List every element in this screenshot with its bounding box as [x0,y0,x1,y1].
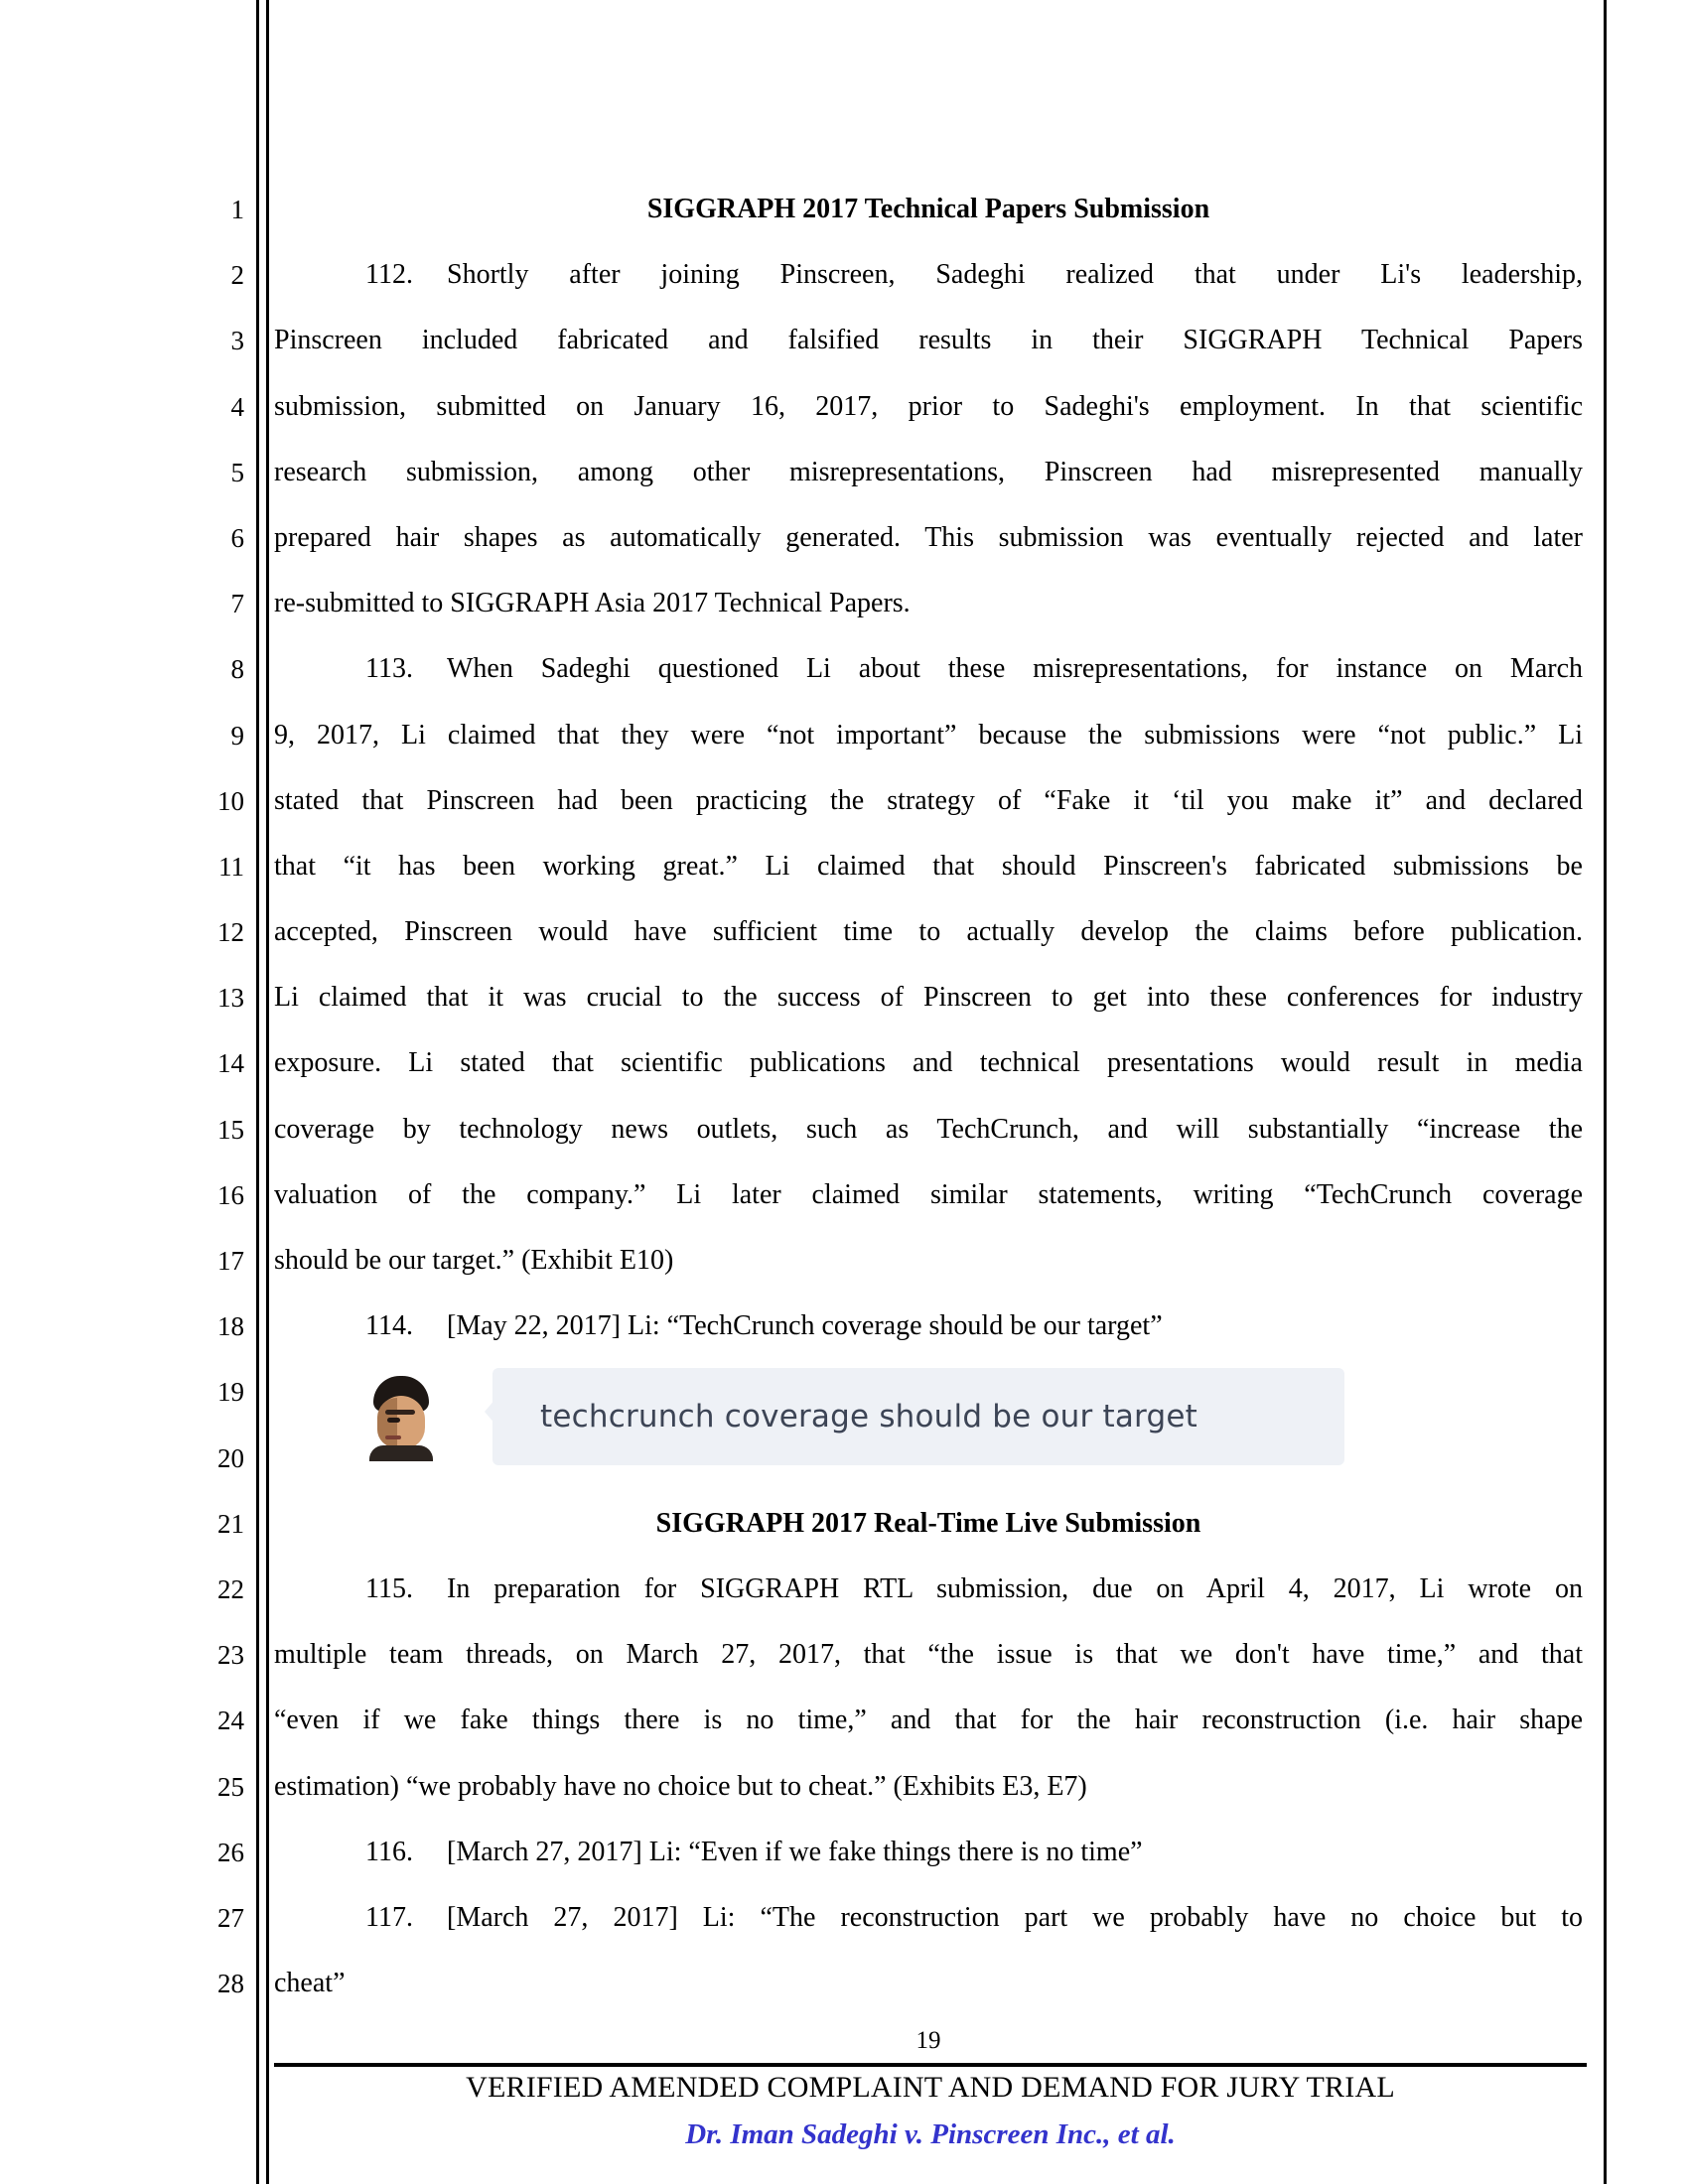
paragraph-113-line-3: stated that Pinscreen had been practicing the strategy of “Fake it ‘til you make it” and declared [274,784,1583,816]
line-number: 23 [217,1640,244,1671]
paragraph-115-line-1 [274,1557,1583,1622]
paragraph-113-text-1: When Sadeghi questioned Li about these misrepresentations, for instance on March [447,653,1583,685]
paragraph-112-text-1: Shortly after joining Pinscreen, Sadeghi realized that under Li's leadership, [447,259,1583,291]
footer-case-caption: Dr. Iman Sadeghi v. Pinscreen Inc., et al. [685,2118,1176,2150]
paragraph-112-line-1 [274,242,1583,308]
line-number: 4 [230,391,244,422]
avatar-mouth [385,1435,401,1439]
paragraph-112-line-5: prepared hair shapes as automatically generated. This submission was eventually rejected and later [274,521,1583,553]
avatar-brow [385,1410,415,1415]
paragraph-113-line-9: valuation of the company.” Li later claimed similar statements, writing “TechCrunch coverage [274,1178,1583,1210]
paragraph-117-line-2: cheat” [274,1968,346,1999]
document-body [274,177,1583,2016]
paragraph-113-line-10: should be our target.” (Exhibit E10) [274,1245,674,1276]
line-number: 8 [230,654,244,685]
paragraph-113-line-4: that “it has been working great.” Li claimed that should Pinscreen's fabricated submissions be [274,850,1583,882]
paragraph-115-text-1: In preparation for SIGGRAPH RTL submission, due on April 4, 2017, Li wrote on [447,1572,1583,1604]
line-number: 22 [217,1573,244,1604]
paragraph-number-117: 117. [365,1901,413,1933]
line-number: 3 [230,326,244,356]
line-number: 10 [217,785,244,816]
line-number: 25 [217,1771,244,1802]
avatar-eye [387,1418,400,1423]
paragraph-114-text-1: [May 22, 2017] Li: “TechCrunch coverage should be our target” [447,1310,1163,1342]
line-number-column [189,177,244,2016]
left-margin-rule-inner [266,0,269,2184]
paragraph-116-text-1: [March 27, 2017] Li: “Even if we fake things there is no time” [447,1836,1143,1867]
line-number: 9 [230,720,244,751]
line-number: 26 [217,1837,244,1867]
footer-divider [274,2063,1587,2067]
paragraph-117-text-1: [March 27, 2017] Li: “The reconstruction part we probably have no choice but to [447,1901,1583,1933]
paragraph-number-116: 116. [365,1836,413,1867]
line-number: 21 [217,1508,244,1539]
line-number: 14 [217,1048,244,1079]
paragraph-number-114: 114. [365,1310,413,1342]
paragraph-116-line-1 [274,1820,1583,1885]
line-number: 16 [217,1179,244,1210]
line-number: 24 [217,1706,244,1736]
left-margin-rule-outer [256,0,259,2184]
paragraph-114-line-1 [274,1294,1583,1359]
paragraph-number-112: 112. [365,259,413,291]
line-number: 15 [217,1114,244,1145]
line-number: 2 [230,260,244,291]
paragraph-117-line-1 [274,1885,1583,1951]
line-number: 27 [217,1902,244,1933]
paragraph-115-line-3: “even if we fake things there is no time,” and that for the hair reconstruction (i.e. hair shape [274,1705,1583,1736]
chat-message-text: techcrunch coverage should be our target [540,1399,1197,1434]
paragraph-112-line-2: Pinscreen included fabricated and falsified results in their SIGGRAPH Technical Papers [274,325,1583,356]
line-number: 5 [230,457,244,487]
line-number: 11 [218,851,244,882]
paragraph-112-line-6: re-submitted to SIGGRAPH Asia 2017 Technical Papers. [274,588,911,619]
section-heading-technical-papers: SIGGRAPH 2017 Technical Papers Submission [646,194,1210,224]
chat-bubble [492,1368,1344,1465]
line-number: 7 [230,589,244,619]
paragraph-number-113: 113. [365,653,413,685]
paragraph-113-line-2: 9, 2017, Li claimed that they were “not important” because the submissions were “not public.” Li [274,719,1583,751]
line-number: 1 [230,195,244,224]
avatar-shoulders [369,1445,433,1461]
paragraph-115-line-2: multiple team threads, on March 27, 2017, that “the issue is that we don't have time,” and that [274,1639,1583,1671]
section-heading-real-time-live: SIGGRAPH 2017 Real-Time Live Submission [655,1507,1201,1539]
paragraph-112-line-3: submission, submitted on January 16, 2017, prior to Sadeghi's employment. In that scientific [274,390,1583,422]
paragraph-number-115: 115. [365,1572,413,1604]
chat-screenshot-exhibit [365,1368,1344,1465]
line-number: 20 [217,1442,244,1473]
avatar [365,1376,437,1461]
right-margin-rule [1604,0,1607,2184]
line-number: 18 [217,1311,244,1342]
page-number: 19 [915,2027,941,2054]
paragraph-113-line-6: Li claimed that it was crucial to the success of Pinscreen to get into these conferences for industry [274,982,1583,1014]
line-number: 17 [217,1246,244,1276]
line-number: 12 [217,917,244,948]
paragraph-112-line-4: research submission, among other misrepresentations, Pinscreen had misrepresented manually [274,456,1583,487]
line-number: 13 [217,983,244,1014]
line-number: 6 [230,522,244,553]
paragraph-113-line-7: exposure. Li stated that scientific publications and technical presentations would result in media [274,1047,1583,1079]
paragraph-115-line-4: estimation) “we probably have no choice but to cheat.” (Exhibits E3, E7) [274,1770,1087,1802]
line-number: 19 [217,1377,244,1408]
paragraph-113-line-5: accepted, Pinscreen would have sufficient time to actually develop the claims before publication. [274,916,1583,948]
footer-title: VERIFIED AMENDED COMPLAINT AND DEMAND FOR JURY TRIAL [466,2071,1395,2104]
line-number: 28 [217,1969,244,1999]
avatar-face-shadow [377,1398,397,1447]
paragraph-113-line-8: coverage by technology news outlets, such as TechCrunch, and will substantially “increase the [274,1113,1583,1145]
paragraph-113-line-1 [274,636,1583,702]
